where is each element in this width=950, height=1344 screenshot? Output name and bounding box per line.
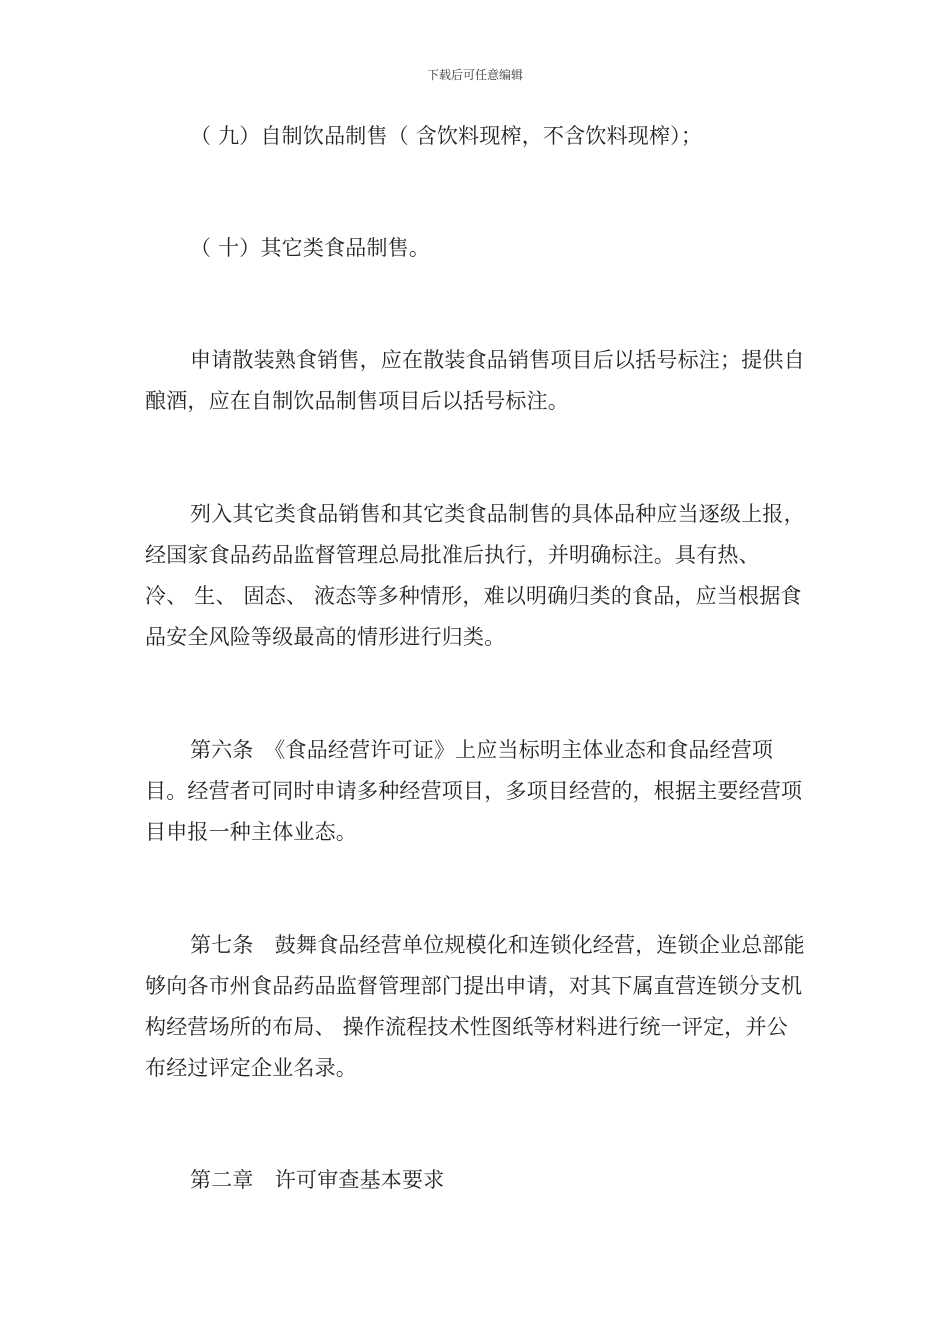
paragraph-item-10: （ 十）其它类食品制售。 (190, 236, 431, 260)
paragraph-article-7: 第七条 鼓舞食品经营单位规模化和连锁化经营，连锁企业总部能够向各市州食品药品监督管理部门提出申请，对其下属直营连锁分支机构经营场所的布局、 操作流程技术性图纸等材料进行统一评定，并公布经过评定企业名录。 (145, 933, 805, 1080)
chapter-heading: 第二章 许可审查基本要求 (190, 1168, 445, 1192)
paragraph-item-9: （ 九）自制饮品制售（ 含饮料现榨，不含饮料现榨）； (190, 124, 703, 148)
paragraph-article-6: 第六条 《食品经营许可证》上应当标明主体业态和食品经营项目。经营者可同时申请多种经营项目，多项目经营的，根据主要经营项目申报一种主体业态。 (145, 738, 803, 844)
page-header: 下载后可任意编辑 (426, 68, 523, 82)
paragraph-other-food-categories: 列入其它类食品销售和其它类食品制售的具体品种应当逐级上报，经国家食品药品监督管理总局批准后执行，并明确标注。具有热、 冷、 生、 固态、 液态等多种情形，难以明确归类的食品，应当根据食品安全风险等级最高的情形进行归类。 (145, 502, 805, 649)
paragraph-bulk-food-note: 申请散装熟食销售，应在散装食品销售项目后以括号标注；提供自酿酒，应在自制饮品制售项目后以括号标注。 (145, 348, 805, 413)
